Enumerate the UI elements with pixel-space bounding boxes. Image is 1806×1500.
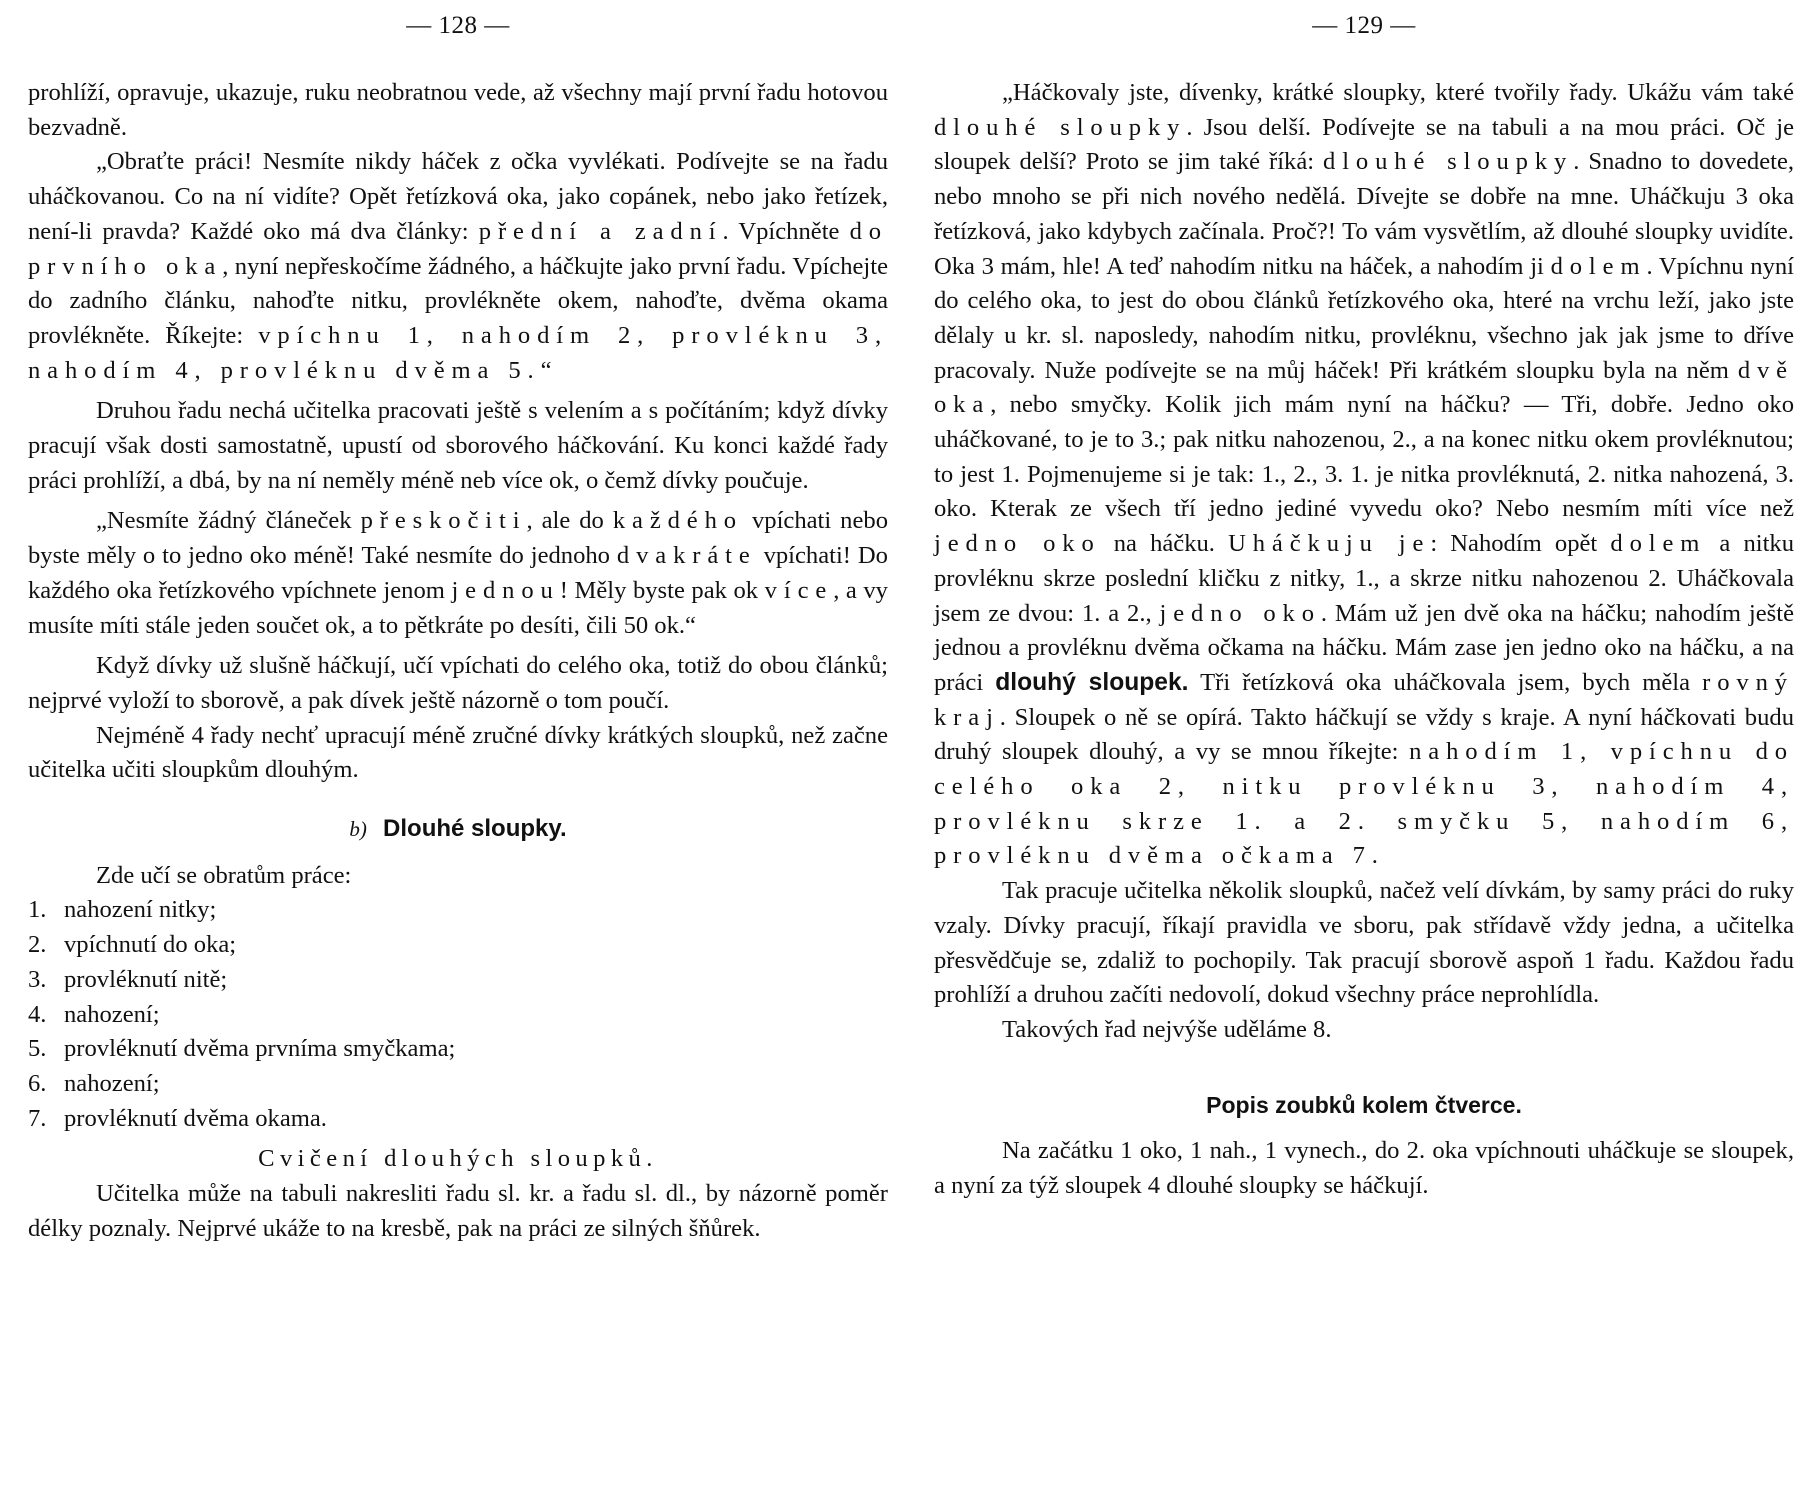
paragraph: prohlíží, opravuje, ukazuje, ruku neobratnou vede, až všechny mají první řadu hotovou bezvadně.	[28, 79, 888, 141]
paragraph: Takových řad nejvýše uděláme 8.	[1002, 1015, 1332, 1043]
page-number: — 128 —	[406, 12, 510, 39]
list-item-text: nahození nitky;	[64, 896, 217, 924]
text-run: , a vy musíte míti stále jeden součet ok, a to pětkráte po desíti, čili 50 ok.“	[28, 576, 888, 639]
steps-list	[28, 893, 888, 1136]
spaced-text: přeskočiti	[360, 507, 527, 535]
section-heading: Popis zoubků kolem čtverce.	[1206, 1091, 1522, 1118]
text-run: , nebo smyčky. Kolik jich mám nyní na háčku? — Tři, dobře. Jedno oko uháčkované, to je to 3.; pak nitku nahozenou, 2., a na konec nitku okem provléknutou; to jest 1. Pojmenujeme si je tak: 1., 2., 3. 1. je nitka provléknutá, 2. nitka nahozená, 3. oko. Kterak ze všech tří jedno jediné vyvedu oko? Nebo nesmím míti více než	[934, 391, 1794, 523]
paragraph	[28, 504, 888, 643]
spaced-text: dlouhé sloupky	[934, 113, 1187, 141]
spaced-text: více	[764, 576, 834, 604]
list-item-number: 7.	[28, 1104, 47, 1132]
spaced-text: jedno oko	[1159, 599, 1321, 627]
text-run: . Mám už jen dvě oka na háčku; nahodím ještě jednou a provléknu dvěma očkama na háčku. Mám zase jen jedno oko na háčku, a na práci	[934, 599, 1794, 696]
left-page	[28, 0, 888, 1500]
paragraph: Na začátku 1 oko, 1 nah., 1 vynech., do 2. oka vpíchnouti uháčkuje se sloupek, a nyní za týž sloupek 4 dlouhé sloupky se háčkují.	[934, 1137, 1794, 1200]
list-item-number: 5.	[28, 1035, 47, 1063]
list-item-number: 3.	[28, 965, 47, 993]
list-item-number: 1.	[28, 896, 47, 924]
text-run: vpíchati! Do každého oka řetízkového vpíchnete jenom	[28, 542, 888, 604]
list-item-number: 4.	[28, 1000, 47, 1028]
text-run: . Sloupek o ně se opírá. Takto háčkují se vždy s kraje. A nyní háčkovati budu druhý sloupek dlouhý, a vy se mnou říkejte:	[934, 703, 1794, 766]
list-item-number: 6.	[28, 1069, 47, 1097]
text-run: „Nesmíte žádný článeček	[96, 507, 361, 535]
paragraph: Učitelka může na tabuli nakresliti řadu sl. kr. a řadu sl. dl., by názorně poměr délky poznaly. Nejprvé ukáže to na kresbě, pak na práci ze silných šňůrek.	[28, 1180, 888, 1242]
text-run: a nitku provléknu skrze poslední kličku z nitky, 1., a skrze nitku nahozenou 2. Uháčkovala jsem ze dvou: 1. a 2.,	[934, 530, 1795, 627]
list-intro: Zde učí se obratům práce:	[96, 861, 352, 889]
list-item-text: vpíchnutí do oka;	[64, 931, 237, 959]
bold-text: dlouhý sloupek.	[995, 668, 1189, 696]
spaced-text: vpíchnu 1, nahodím 2, provléknu 3, nahodím 4, provléknu dvěma 5.	[28, 321, 888, 384]
spaced-text: nahodím 1, vpíchnu do celého oka 2, nitku provléknu 3, nahodím 4, provléknu skrze 1. a 2. smyčku 5, nahodím 6, provléknu dvěma očkama 7.	[934, 738, 1794, 870]
text-run: „Háčkovaly jste, dívenky, krátké sloupky, které tvořily řady. Ukážu vám také	[1002, 79, 1794, 106]
list-item-text: provléknutí dvěma okama.	[64, 1104, 327, 1132]
text-run: „Obraťte práci! Nesmíte nikdy háček z očka vyvlékati. Podívejte se na řadu uháčkovanou. Co na ní vidíte? Opět řetízková oka, jako copánek, nebo jako řetízek, není-li pravda? Každé oko má dva články:	[28, 148, 888, 245]
spaced-text: rovný kraj	[934, 668, 1794, 731]
list-item	[28, 893, 888, 928]
text-run: na háčku.	[1100, 530, 1229, 558]
text-run: . Vpíchnu nyní do celého oka, to jest do obou článků řetízkového oka, hteré na vrchu leží, jako jste dělaly u kr. sl. naposledy, nahodím nitku, provléknu, všechno jak jak jsme to dříve pracovaly. Nuže podívejte se na můj háček! Při krátkém sloupku byla na něm	[934, 252, 1795, 384]
text-run: vpíchati nebo byste měly o to jedno oko méně! Také nesmíte do jednoho	[28, 507, 888, 570]
subheading: Cvičení dlouhých sloupků.	[258, 1145, 658, 1173]
section-title: Dlouhé sloupky.	[383, 815, 567, 843]
list-item	[28, 1102, 888, 1137]
list-item	[28, 998, 888, 1033]
section-label: b)	[349, 817, 367, 842]
list-item	[28, 1032, 888, 1067]
spaced-text: dolem	[1550, 252, 1647, 280]
spaced-text: Uháčkuju je	[1228, 530, 1431, 558]
right-page	[934, 0, 1794, 1500]
spaced-text: každého	[612, 507, 743, 535]
text-run: . Jsou delší. Podívejte se na tabuli a na mou práci. Oč je sloupek delší? Proto se jim také říká:	[934, 113, 1794, 176]
list-item-text: nahození;	[64, 1000, 160, 1028]
text-run: , nyní nepřeskočíme žádného, a háčkujte jako první řadu. Vpíchejte do zadního článku, nahoďte nitku, provlékněte okem, nahoďte, dvěma okama provlékněte. Říkejte:	[28, 252, 888, 349]
text-run: ! Měly byste pak ok	[559, 576, 765, 604]
list-item	[28, 1067, 888, 1102]
page-number: — 129 —	[1312, 12, 1416, 39]
list-item-text: provléknutí nitě;	[64, 965, 228, 993]
paragraph: Druhou řadu nechá učitelka pracovati ještě s velením a s počítáním; když dívky pracují však dosti samostatně, upustí od sborového háčkování. Ku konci každé řady práci prohlíží, a dbá, by na ní neměly méně neb více ok, o čemž dívky poučuje.	[28, 397, 888, 494]
text-run: . Vpíchněte	[722, 217, 850, 245]
text-run: . Snadno to dovedete, nebo mnoho se při nich nového nedělá. Dívejte se dobře na mne. Uháčkuju 3 oka řetízková, jako kdybych začínala. Proč?! To vám vysvětlím, až dlouhé sloupky uvidíte. Oka 3 mám, hle! A teď nahodím nitku na háček, a nahodím ji	[934, 148, 1795, 280]
spaced-text: jedno oko	[934, 530, 1101, 558]
paragraph	[934, 76, 1794, 874]
list-item-number: 2.	[28, 931, 47, 959]
page-body	[934, 76, 1794, 1204]
text-run: Tři řetízková oka uháčkovala jsem, bych měla	[1188, 668, 1703, 696]
spaced-text: přední a zadní	[478, 217, 723, 245]
list-item	[28, 963, 888, 998]
text-run: : Nahodím opět	[1430, 530, 1611, 558]
section-heading	[28, 812, 888, 847]
paragraph: Tak pracuje učitelka několik sloupků, načež velí dívkám, by samy práci do ruky vzaly. Dívky pracují, říkají pravidla ve sboru, pak střídavě vždy jedna, a učitelka přesvědčuje se, zdaliž to pochopily. Tak pracují sborově aspoň 1 řadu. Každou řadu prohlíží a druhou začíti nedovolí, dokud všechny práce neprohlídla.	[934, 877, 1794, 1009]
spaced-text: dlouhé sloupky	[1323, 148, 1574, 176]
paragraph: Nejméně 4 řady nechť upracují méně zručné dívky krátkých sloupků, než začne učitelka učiti sloupkům dlouhým.	[28, 721, 888, 784]
list-item-text: provléknutí dvěma prvníma smyčkama;	[64, 1035, 456, 1063]
paragraph: Když dívky už slušně háčkují, učí vpíchati do celého oka, totiž do obou článků; nejprvé vyloží to sborově, a pak dívek ještě názorně o tom poučí.	[28, 652, 888, 714]
list-item-text: nahození;	[64, 1069, 160, 1097]
text-run: , ale do	[526, 507, 613, 535]
text-run: “	[540, 356, 552, 384]
spaced-text: dolem	[1610, 530, 1707, 558]
list-item	[28, 928, 888, 963]
spaced-text: dvakráte	[616, 542, 757, 570]
spaced-text: do prvního oka	[28, 217, 888, 280]
spaced-text: jednou	[451, 576, 560, 604]
spaced-text: dvě oka	[934, 356, 1794, 419]
page-body	[28, 76, 888, 1247]
paragraph	[28, 145, 888, 388]
